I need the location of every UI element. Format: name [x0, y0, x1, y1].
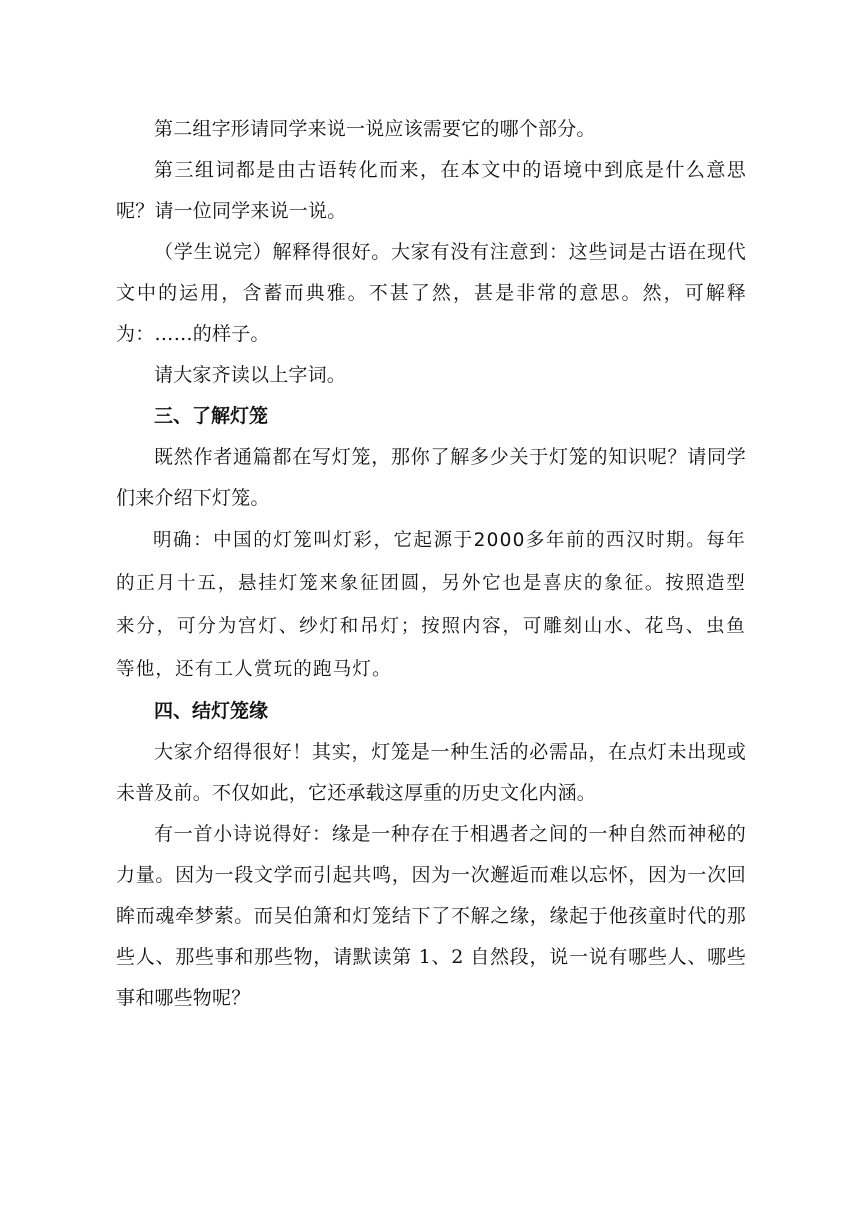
section-heading: 三、了解灯笼	[154, 405, 269, 427]
paragraph: 既然作者通篇都在写灯笼，那你了解多少关于灯笼的知识呢？请同学们来介绍下灯笼。	[116, 446, 746, 509]
paragraph: 第三组词都是由古语转化而来，在本文中的语境中到底是什么意思呢？请一位同学来说一说。	[116, 159, 746, 222]
answer-paragraph: 明确：中国的灯笼叫灯彩，它起源于2000多年前的西汉时期。每年的正月十五，悬挂灯笼来象征团圆，另外它也是喜庆的象征。按照造型来分，可分为宫灯、纱灯和吊灯；按照内容，可雕刻山水、花鸟、虫鱼等他，还有工人赏玩的跑马灯。	[116, 530, 746, 680]
paragraph: （学生说完）解释得很好。大家有没有注意到：这些词是古语在现代文中的运用，含蓄而典雅。不甚了然，甚是非常的意思。然，可解释为：……的样子。	[116, 241, 746, 345]
section-heading: 四、结灯笼缘	[154, 700, 269, 722]
paragraph: 第二组字形请同学来说一说应该需要它的哪个部分。	[154, 118, 596, 140]
paragraph: 有一首小诗说得好：缘是一种存在于相遇者之间的一种自然而神秘的力量。因为一段文学而引起共鸣，因为一次邂逅而难以忘怀，因为一次回眸而魂牵梦萦。而吴伯箫和灯笼结下了不解之缘，缘起于他孩童时代的那些人、那些事和那些物，请默读第 1、2 自然段，说一说有哪些人、哪些事和哪些物呢？	[116, 823, 746, 1009]
paragraph: 请大家齐读以上字词。	[154, 364, 347, 386]
paragraph: 大家介绍得很好！其实，灯笼是一种生活的必需品，在点灯未出现或未普及前。不仅如此，它还承载这厚重的历史文化内涵。	[116, 741, 746, 804]
document-body	[116, 109, 746, 1019]
